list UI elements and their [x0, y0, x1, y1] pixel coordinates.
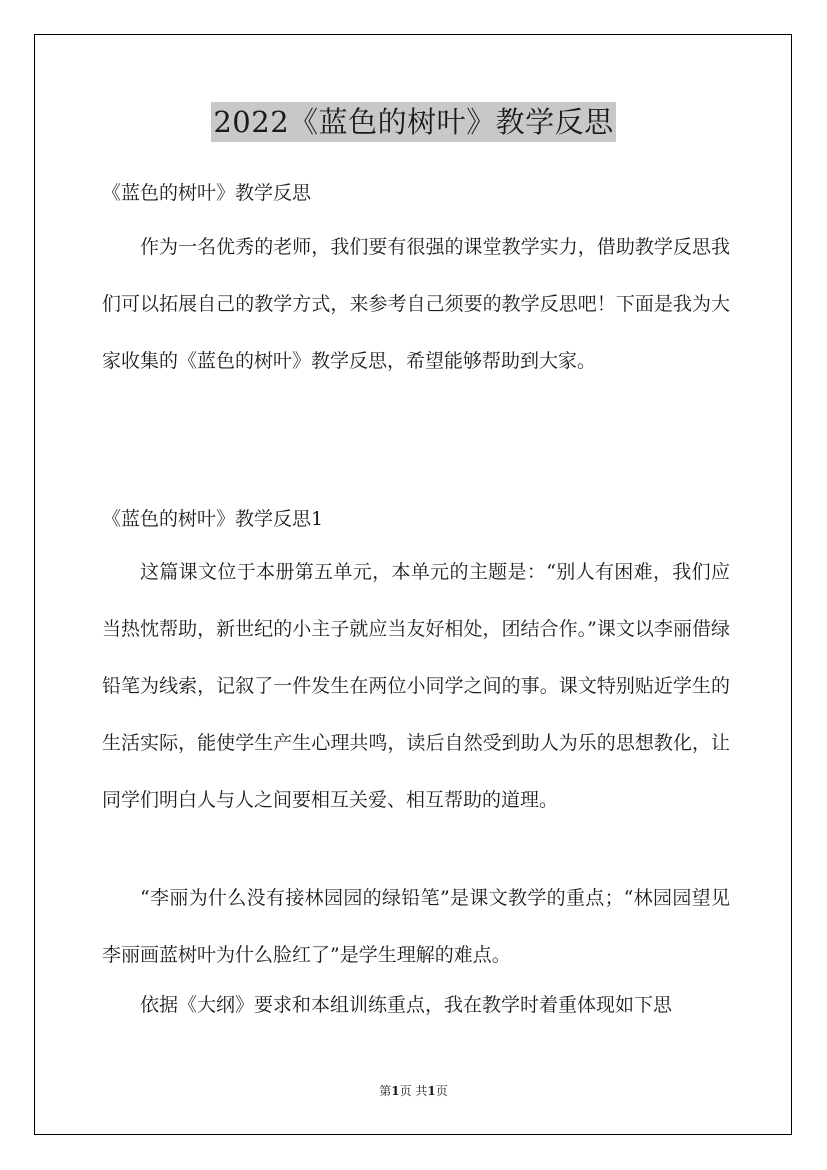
- document-subtitle: 《蓝色的树叶》教学反思: [102, 182, 312, 204]
- intro-paragraph: 作为一名优秀的老师，我们要有很强的课堂教学实力，借助教学反思我们可以拓展自己的教学方式，来参考自己须要的教学反思吧！下面是我为大家收集的《蓝色的树叶》教学反思，希望能够帮助到大家。: [102, 236, 730, 372]
- section1-paragraph-3: 依据《大纲》要求和本组训练重点，我在教学时着重体现如下思: [140, 994, 673, 1016]
- footer-page-mid: 页 共: [399, 1084, 428, 1098]
- footer-page-total: 1: [427, 1084, 436, 1098]
- footer-page-suffix: 页: [435, 1084, 448, 1098]
- page-footer: [0, 1083, 827, 1099]
- section1-paragraph-1: 这篇课文位于本册第五单元，本单元的主题是：“别人有困难，我们应当热忱帮助，新世纪的小主子就应当友好相处，团结合作。”课文以李丽借绿铅笔为线索，记叙了一件发生在两位小同学之间的事。课文特别贴近学生的生活实际，能使学生产生心理共鸣，读后自然受到助人为乐的思想教化，让同学们明白人与人之间要相互关爱、相互帮助的道理。: [102, 561, 730, 811]
- footer-page-number: 1: [391, 1084, 400, 1098]
- document-title-text: 2022《蓝色的树叶》教学反思: [211, 102, 615, 142]
- section1-paragraph-2: “李丽为什么没有接林园园的绿铅笔”是课文教学的重点；“林园园望见李丽画蓝树叶为什么脸红了”是学生理解的难点。: [102, 887, 730, 966]
- footer-page-prefix: 第: [379, 1084, 392, 1098]
- document-title: [0, 102, 827, 142]
- section-heading-1: 《蓝色的树叶》教学反思1: [102, 508, 324, 530]
